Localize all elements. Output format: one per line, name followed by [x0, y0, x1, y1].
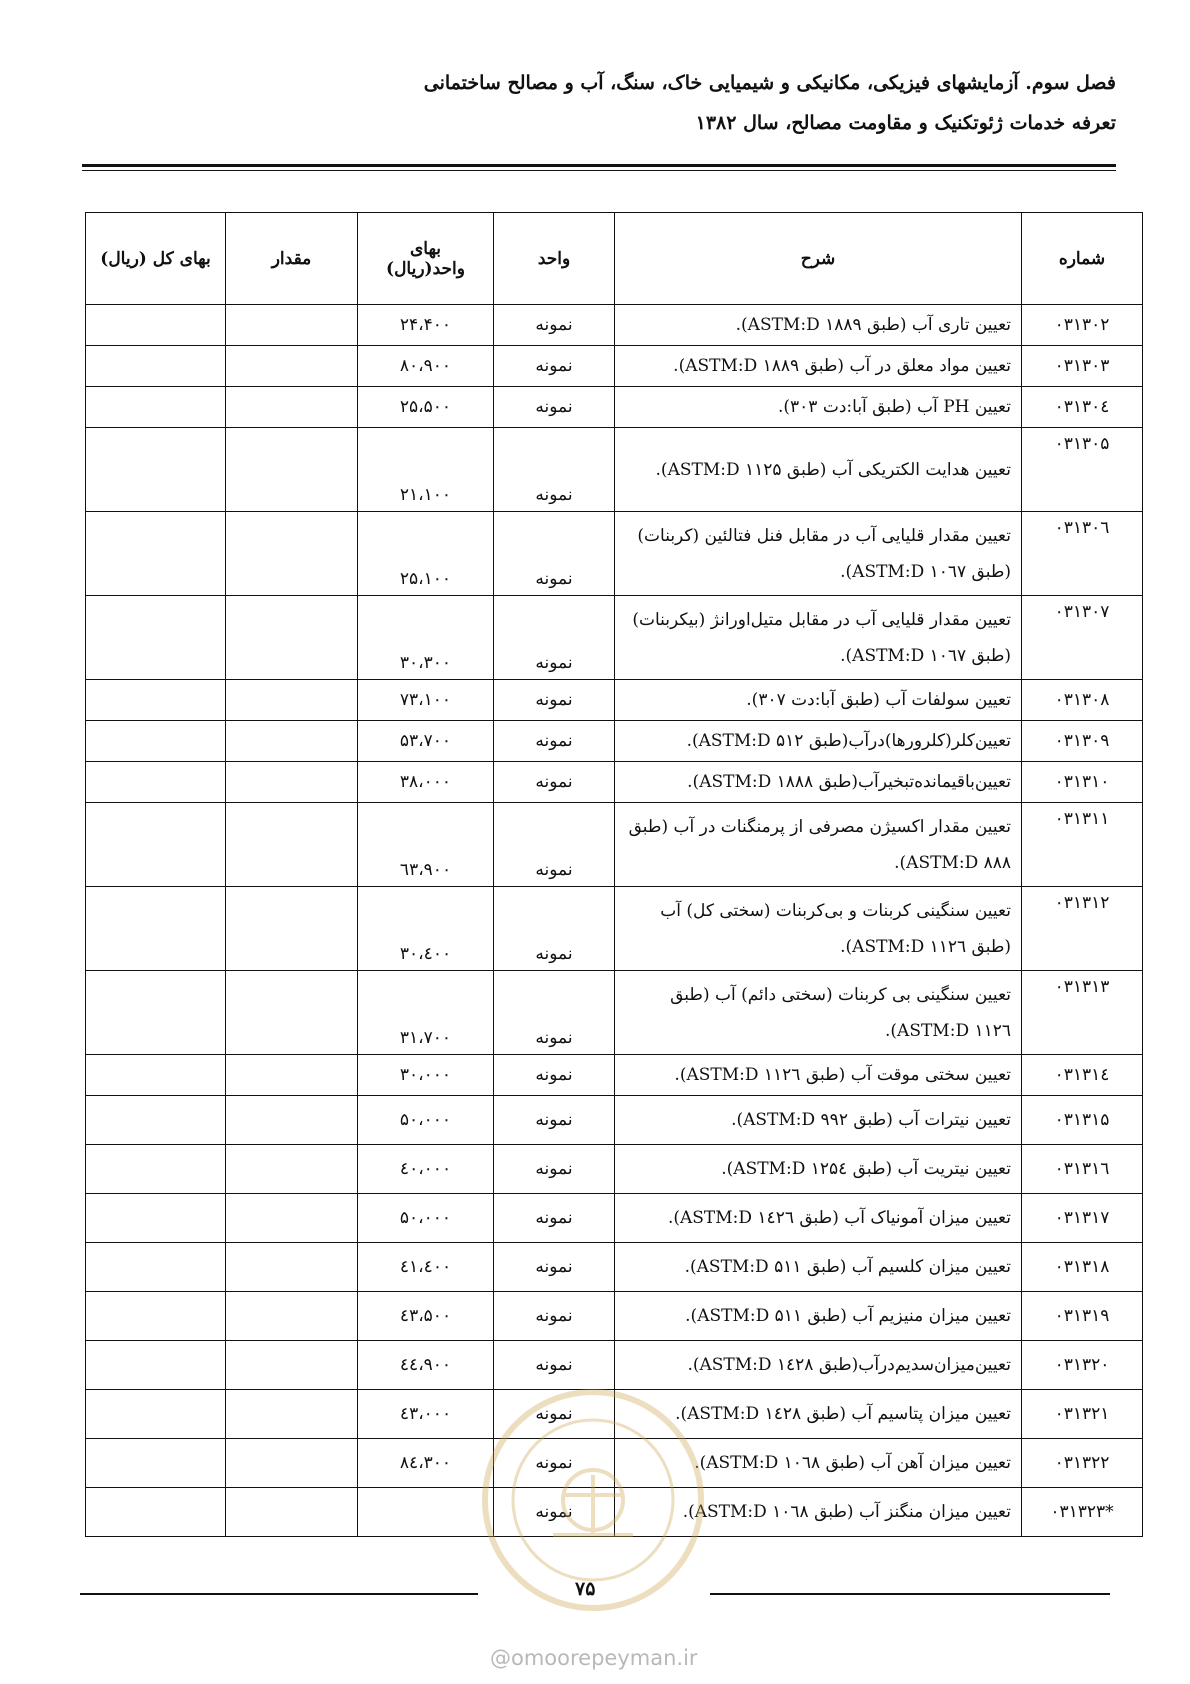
- row-quantity: [226, 1292, 358, 1341]
- row-total-price: [86, 803, 226, 887]
- row-total-price: [86, 721, 226, 762]
- row-description: تعیین سنگینی کربنات و بی‌کربنات (سختی کل) آب (طبق ASTM:D ۱۱۲٦).: [615, 887, 1022, 971]
- row-unit: نمونه: [494, 1096, 615, 1145]
- row-unit: نمونه: [494, 1439, 615, 1488]
- row-code: ۰۳۱۳۰۹: [1022, 721, 1143, 762]
- row-description: تعیین مقدار قلیایی آب در مقابل فنل فتالئین (کربنات) (طبق ASTM:D ۱۰٦۷).: [615, 512, 1022, 596]
- row-code: ۰۳۱۳۰۳: [1022, 346, 1143, 387]
- row-unit-price: ٤۳،۰۰۰: [358, 1390, 494, 1439]
- row-total-price: [86, 1145, 226, 1194]
- row-code: ۰۳۱۳۲۰: [1022, 1341, 1143, 1390]
- row-unit-price: ٤۰،۰۰۰: [358, 1145, 494, 1194]
- row-description: تعیین سولفات آب (طبق آبا:دت ۳۰۷).: [615, 680, 1022, 721]
- header-rule-thick: [82, 164, 1116, 167]
- row-code: ۰۳۱۳۱۱: [1022, 803, 1143, 887]
- row-description: تعیین نیتریت آب (طبق ASTM:D ۱۲۵٤).: [615, 1145, 1022, 1194]
- row-code: ۰۳۱۳۱۵: [1022, 1096, 1143, 1145]
- header-total: بهای کل (ریال): [86, 213, 226, 305]
- row-total-price: [86, 1390, 226, 1439]
- row-unit-price: ۳۰،٤۰۰: [358, 887, 494, 971]
- row-code: ۰۳۱۳۱۸: [1022, 1243, 1143, 1292]
- row-total-price: [86, 1488, 226, 1537]
- table-row: [86, 346, 1143, 387]
- row-unit-price: ۲۱،۱۰۰: [358, 428, 494, 512]
- row-total-price: [86, 346, 226, 387]
- table-body: [86, 305, 1143, 1537]
- row-description: تعیین میزان آهن آب (طبق ASTM:D ۱۰٦۸).: [615, 1439, 1022, 1488]
- row-unit-price: ٤۳،۵۰۰: [358, 1292, 494, 1341]
- page-number: ۷۵: [575, 1578, 596, 1600]
- row-total-price: [86, 1243, 226, 1292]
- row-unit: نمونه: [494, 1341, 615, 1390]
- row-description: تعیین میزان آمونیاک آب (طبق ASTM:D ۱٤۲٦).: [615, 1194, 1022, 1243]
- table-row: [86, 512, 1143, 596]
- row-total-price: [86, 971, 226, 1055]
- header-desc: شرح: [615, 213, 1022, 305]
- row-description: تعیین میزان منگنز آب (طبق ASTM:D ۱۰٦۸).: [615, 1488, 1022, 1537]
- row-unit-price: ٤۱،٤۰۰: [358, 1243, 494, 1292]
- row-unit: نمونه: [494, 721, 615, 762]
- row-quantity: [226, 512, 358, 596]
- row-unit-price: ۲۴،۴۰۰: [358, 305, 494, 346]
- row-unit-price: ۵۰،۰۰۰: [358, 1096, 494, 1145]
- row-unit-price: [358, 1488, 494, 1537]
- row-unit: نمونه: [494, 803, 615, 887]
- row-unit: نمونه: [494, 346, 615, 387]
- table-row: [86, 1341, 1143, 1390]
- row-code: ۰۳۱۳۰۸: [1022, 680, 1143, 721]
- row-total-price: [86, 1096, 226, 1145]
- header-qty: مقدار: [226, 213, 358, 305]
- row-description: تعیین‌باقیمانده‌تبخیرآب(طبق ۱۸۸۸ ASTM:D).: [615, 762, 1022, 803]
- row-unit-price: ۷۳،۱۰۰: [358, 680, 494, 721]
- row-unit-price: ۲۵،۵۰۰: [358, 387, 494, 428]
- row-unit: نمونه: [494, 1243, 615, 1292]
- row-code: ۰۳۱۳۱۹: [1022, 1292, 1143, 1341]
- table-row: [86, 887, 1143, 971]
- table-row: [86, 1194, 1143, 1243]
- row-total-price: [86, 1055, 226, 1096]
- table-row: [86, 971, 1143, 1055]
- row-unit-price: ٤٤،۹۰۰: [358, 1341, 494, 1390]
- row-total-price: [86, 1292, 226, 1341]
- row-total-price: [86, 887, 226, 971]
- row-quantity: [226, 1341, 358, 1390]
- row-code: ۰۳۱۳۱۲: [1022, 887, 1143, 971]
- row-unit: نمونه: [494, 971, 615, 1055]
- row-unit-price: ۵۰،۰۰۰: [358, 1194, 494, 1243]
- page-header: [84, 72, 1116, 134]
- row-description: تعیین PH آب (طبق آبا:دت ۳۰۳).: [615, 387, 1022, 428]
- table-header-row: [86, 213, 1143, 305]
- row-total-price: [86, 1194, 226, 1243]
- row-quantity: [226, 1243, 358, 1292]
- table-row: [86, 387, 1143, 428]
- row-total-price: [86, 680, 226, 721]
- table-row: [86, 305, 1143, 346]
- header-price: بهای واحد(ریال): [358, 213, 494, 305]
- footer-rule-right: [710, 1593, 1110, 1595]
- row-unit-price: ۳۰،۰۰۰: [358, 1055, 494, 1096]
- row-unit: نمونه: [494, 1194, 615, 1243]
- row-quantity: [226, 721, 358, 762]
- row-description: تعیین میزان منیزیم آب (طبق ASTM:D ۵۱۱).: [615, 1292, 1022, 1341]
- row-description: تعیین‌میزان‌سدیم‌درآب(طبق ASTM:D ۱٤۲۸).: [615, 1341, 1022, 1390]
- row-quantity: [226, 428, 358, 512]
- row-description: تعیین مقدار اکسیژن مصرفی از پرمنگنات در آب (طبق ASTM:D ۸۸۸).: [615, 803, 1022, 887]
- row-unit: نمونه: [494, 887, 615, 971]
- row-unit: نمونه: [494, 428, 615, 512]
- row-code: ۰۳۱۳۰٤: [1022, 387, 1143, 428]
- chapter-title: فصل سوم. آزمایشهای فیزیکی، مکانیکی و شیمیایی خاک، سنگ، آب و مصالح ساختمانی: [423, 72, 1116, 94]
- row-quantity: [226, 1145, 358, 1194]
- footer-rule-left: [80, 1593, 478, 1595]
- row-quantity: [226, 1096, 358, 1145]
- row-quantity: [226, 971, 358, 1055]
- header-code: شماره: [1022, 213, 1143, 305]
- row-total-price: [86, 596, 226, 680]
- row-unit-price: ۲۵،۱۰۰: [358, 512, 494, 596]
- site-watermark-text: @omoorepeyman.ir: [490, 1646, 698, 1670]
- row-unit-price: ۳۱،۷۰۰: [358, 971, 494, 1055]
- tariff-table: [85, 212, 1143, 1537]
- row-description: تعیین مواد معلق در آب (طبق ASTM:D ۱۸۸۹).: [615, 346, 1022, 387]
- row-description: تعیین نیترات آب (طبق ASTM:D ۹۹۲).: [615, 1096, 1022, 1145]
- row-code: ۰۳۱۳۰۷: [1022, 596, 1143, 680]
- table-row: [86, 1145, 1143, 1194]
- row-unit-price: ۳۰،۳۰۰: [358, 596, 494, 680]
- row-quantity: [226, 1439, 358, 1488]
- header-unit: واحد: [494, 213, 615, 305]
- table-row: [86, 721, 1143, 762]
- row-description: تعیین هدایت الکتریکی آب (طبق ASTM:D ۱۱۲۵).: [615, 428, 1022, 512]
- row-description: تعیین‌کلر(کلرورها)درآب(طبق ۵۱۲ ASTM:D).: [615, 721, 1022, 762]
- row-quantity: [226, 887, 358, 971]
- row-unit: نمونه: [494, 305, 615, 346]
- row-quantity: [226, 680, 358, 721]
- row-code: ۰۳۱۳۱۰: [1022, 762, 1143, 803]
- row-code: ۰۳۱۳۱٦: [1022, 1145, 1143, 1194]
- row-code: ۰۳۱۳۱۷: [1022, 1194, 1143, 1243]
- row-code: ۰۳۱۳۰۲: [1022, 305, 1143, 346]
- row-quantity: [226, 1390, 358, 1439]
- table-row: [86, 596, 1143, 680]
- row-quantity: [226, 803, 358, 887]
- row-unit-price: ۸۰،۹۰۰: [358, 346, 494, 387]
- row-description: تعیین سختی موقت آب (طبق ASTM:D ۱۱۲٦).: [615, 1055, 1022, 1096]
- row-unit: نمونه: [494, 387, 615, 428]
- row-total-price: [86, 762, 226, 803]
- row-unit: نمونه: [494, 1292, 615, 1341]
- row-total-price: [86, 305, 226, 346]
- table-row: [86, 680, 1143, 721]
- row-unit: نمونه: [494, 512, 615, 596]
- row-total-price: [86, 1439, 226, 1488]
- row-unit: نمونه: [494, 1488, 615, 1537]
- table-row: [86, 1055, 1143, 1096]
- row-total-price: [86, 428, 226, 512]
- row-quantity: [226, 305, 358, 346]
- header-rule-thin: [82, 170, 1116, 171]
- row-code: ۰۳۱۳۲۱: [1022, 1390, 1143, 1439]
- row-total-price: [86, 1341, 226, 1390]
- row-quantity: [226, 1488, 358, 1537]
- row-unit-price: ۸٤،۳۰۰: [358, 1439, 494, 1488]
- row-unit: نمونه: [494, 762, 615, 803]
- row-unit-price: ۵۳،۷۰۰: [358, 721, 494, 762]
- row-quantity: [226, 346, 358, 387]
- row-description: تعیین سنگینی بی کربنات (سختی دائم) آب (طبق ASTM:D ۱۱۲٦).: [615, 971, 1022, 1055]
- row-code: ۰۳۱۳۰۵: [1022, 428, 1143, 512]
- row-unit: نمونه: [494, 596, 615, 680]
- row-unit-price: ۳۸،۰۰۰: [358, 762, 494, 803]
- row-code: ۰۳۱۳۱۳: [1022, 971, 1143, 1055]
- row-quantity: [226, 596, 358, 680]
- row-total-price: [86, 387, 226, 428]
- row-unit: نمونه: [494, 1145, 615, 1194]
- row-code: ۰۳۱۳۲۳*: [1022, 1488, 1143, 1537]
- table-row: [86, 1243, 1143, 1292]
- row-quantity: [226, 762, 358, 803]
- table-row: [86, 1096, 1143, 1145]
- tariff-subtitle: تعرفه خدمات ژئوتکنیک و مقاومت مصالح، سال ۱۳۸۲: [695, 112, 1116, 134]
- row-unit-price: ٦۳،۹۰۰: [358, 803, 494, 887]
- row-total-price: [86, 512, 226, 596]
- row-code: ۰۳۱۳۰٦: [1022, 512, 1143, 596]
- row-unit: نمونه: [494, 1390, 615, 1439]
- row-quantity: [226, 1055, 358, 1096]
- row-description: تعیین مقدار قلیایی آب در مقابل متیل‌اورانژ (بیکربنات) (طبق ASTM:D ۱۰٦۷).: [615, 596, 1022, 680]
- row-description: تعیین میزان پتاسیم آب (طبق ASTM:D ۱٤۲۸).: [615, 1390, 1022, 1439]
- row-unit: نمونه: [494, 680, 615, 721]
- table-row: [86, 428, 1143, 512]
- table-row: [86, 803, 1143, 887]
- row-code: ۰۳۱۳۱٤: [1022, 1055, 1143, 1096]
- table-row: [86, 762, 1143, 803]
- row-description: تعیین تاری آب (طبق ASTM:D ۱۸۸۹).: [615, 305, 1022, 346]
- row-quantity: [226, 1194, 358, 1243]
- row-quantity: [226, 387, 358, 428]
- table-row: [86, 1292, 1143, 1341]
- row-description: تعیین میزان کلسیم آب (طبق ASTM:D ۵۱۱).: [615, 1243, 1022, 1292]
- row-unit: نمونه: [494, 1055, 615, 1096]
- row-code: ۰۳۱۳۲۲: [1022, 1439, 1143, 1488]
